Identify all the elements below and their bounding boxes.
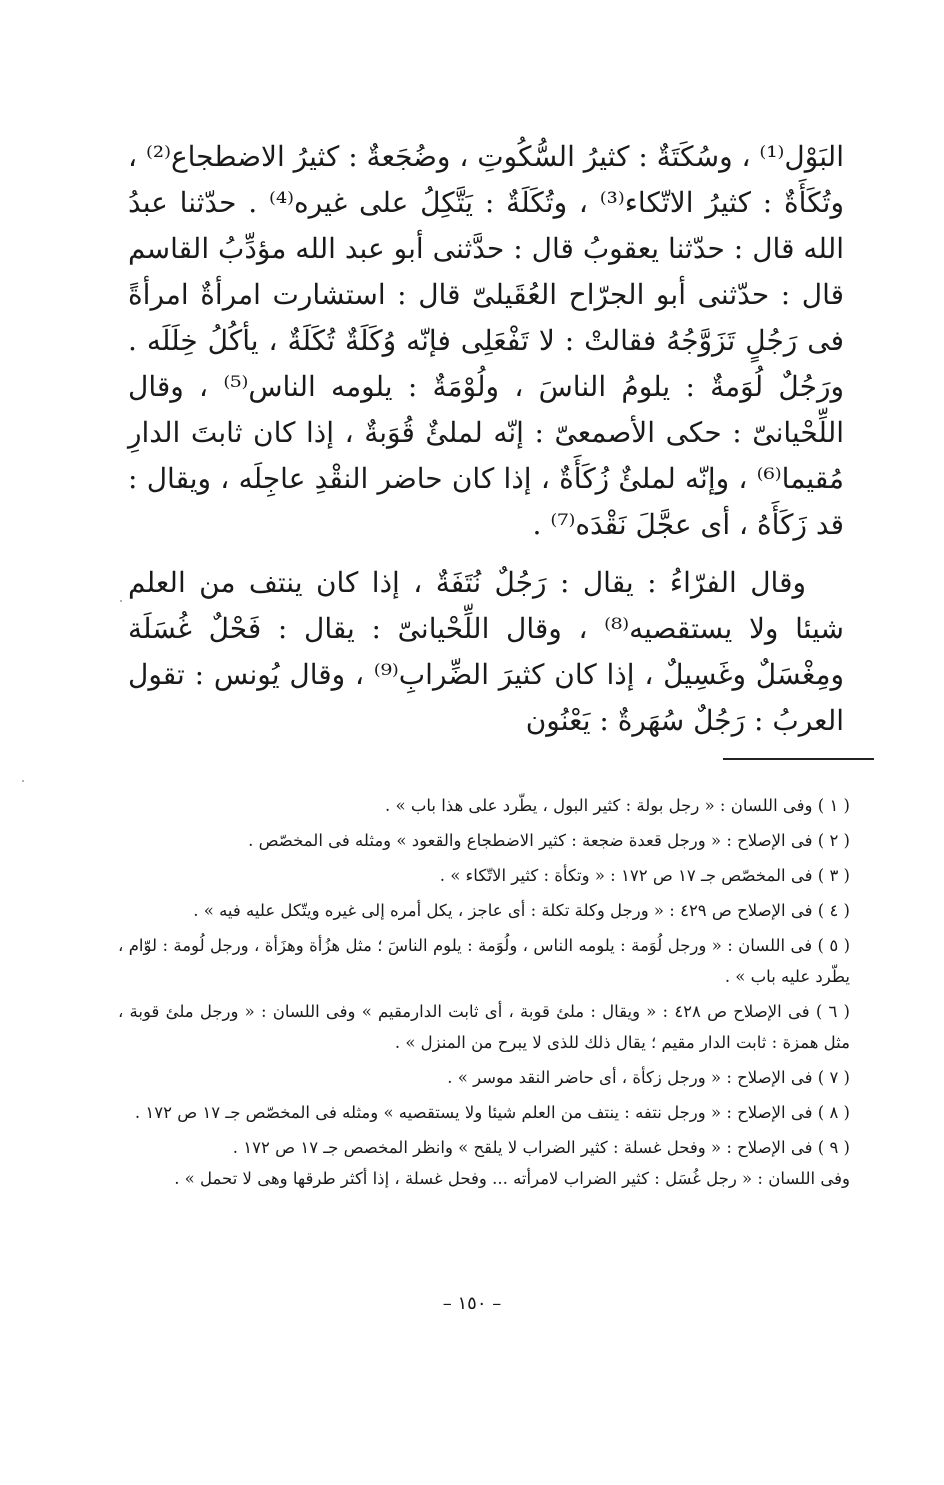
footnote: وفى اللسان : « رجل غُسَل : كثير الضراب لامرأته ... وفحل غسلة ، إذا أكثر طرقها وهى لا تحمل » .	[174, 1169, 850, 1188]
footnote: ( ٣ ) فى المخصّص جـ ١٧ ص ١٧٢ : « وتكأة : كثير الاتّكاء » .	[439, 866, 850, 885]
scan-speck	[22, 780, 24, 782]
main-text-block	[128, 134, 844, 744]
footnote: ( ٦ ) فى الإصلاح ص ٤٢٨ : « ويقال : ملئ قوبة ، أى ثابت الدارمقيم » وفى اللسان : « ورجل ملئ قوبة ، مثل همزة : ثابت الدار مقيم ؛ يقال ذلك للذى لا يبرح من المنزل » .	[118, 1002, 850, 1052]
footnote: ( ٧ ) فى الإصلاح : « ورجل زكأة ، أى حاضر النقد موسر » .	[447, 1068, 850, 1087]
footnote: ( ٩ ) فى الإصلاح : « وفحل غسلة : كثير الضراب لا يلقح » وانظر المخصص جـ ١٧ ص ١٧٢ .	[232, 1138, 850, 1157]
main-paragraph: وقال الفرّاءُ : يقال : رَجُلٌ نُتَفَةٌ ، إذا كان ينتف من العلم شيئا ولا يستقصيه⁽⁸⁾ ، وقال اللِّحْيانىّ : يقال : فَحْلٌ غُسَلَة ومِغْسَلٌ وغَسِيلٌ ، إذا كان كثيرَ الضِّرابِ⁽⁹⁾ ، وقال يُونس : تقول العربُ : رَجُلٌ سُهَرةٌ : يَعْنُون	[128, 566, 844, 737]
main-paragraph: البَوْل⁽¹⁾ ، وسُكَتَةٌ : كثيرُ السُّكُوتِ ، وضُجَعةٌ : كثيرُ الاضطجاع⁽²⁾ ، وتُكَأَةٌ : كثيرُ الاتّكاء⁽³⁾ ، وتُكَلَةٌ : يَتَّكِلُ على غيره⁽⁴⁾ . حدّثنا عبدُ الله قال : حدّثنا يعقوبُ قال : حدَّثنى أبو عبد الله مؤدِّبُ القاسم قال : حدّثنى أبو الجرّاح العُقَيلىّ قال : استشارت امرأةٌ امرأةً فى رَجُلٍ تَزَوَّجُهُ فقالتْ : لا تَفْعَلِى فإنّه وُكَلَةٌ تُكَلَةٌ ، يأكُلُ خِلَلَه . ورَجُلٌ لُوَمةٌ : يلومُ الناسَ ، ولُوْمَةٌ : يلومه الناس⁽⁵⁾ ، وقال اللِّحْيانىّ : حكى الأصمعىّ : إنّه لملئٌ قُوَبةٌ ، إذا كان ثابتَ الدارِ مُقيما⁽⁶⁾ ، وإنّه لملئٌ زُكَأَةٌ ، إذا كان حاضر النقْدِ عاجِلَه ، ويقال : قد زَكَأَهُ ، أى عجَّلَ نَقْدَه⁽⁷⁾ .	[128, 140, 844, 541]
footnote: ( ٥ ) فى اللسان : « ورجل لُوَمة : يلومه الناس ، ولُوَمة : يلوم الناسَ ؛ مثل هزُأة وهزَأة ، ورجل لُومة : لوّام ، يطّرد عليه باب » .	[118, 936, 851, 986]
footnote: ( ١ ) وفى اللسان : « رجل بولة : كثير البول ، يطّرد على هذا باب » .	[385, 796, 850, 815]
footnote: ( ٨ ) فى الإصلاح : « ورجل نتفه : ينتف من العلم شيئا ولا يستقصيه » ومثله فى المخصّص جـ ١٧ ص ١٧٢ .	[134, 1103, 850, 1122]
footnote-separator	[723, 758, 874, 760]
page-number: – ١٥٠ –	[442, 1293, 502, 1314]
scan-speck	[120, 600, 122, 602]
footnote: ( ٤ ) فى الإصلاح ص ٤٢٩ : « ورجل وكلة تكلة : أى عاجز ، يكل أمره إلى غيره ويتّكل عليه فيه » .	[193, 901, 850, 920]
footnotes-block	[118, 790, 850, 1194]
footnote: ( ٢ ) فى الإصلاح : « ورجل قعدة ضجعة : كثير الاضطجاع والقعود » ومثله فى المخصّص .	[248, 831, 850, 850]
